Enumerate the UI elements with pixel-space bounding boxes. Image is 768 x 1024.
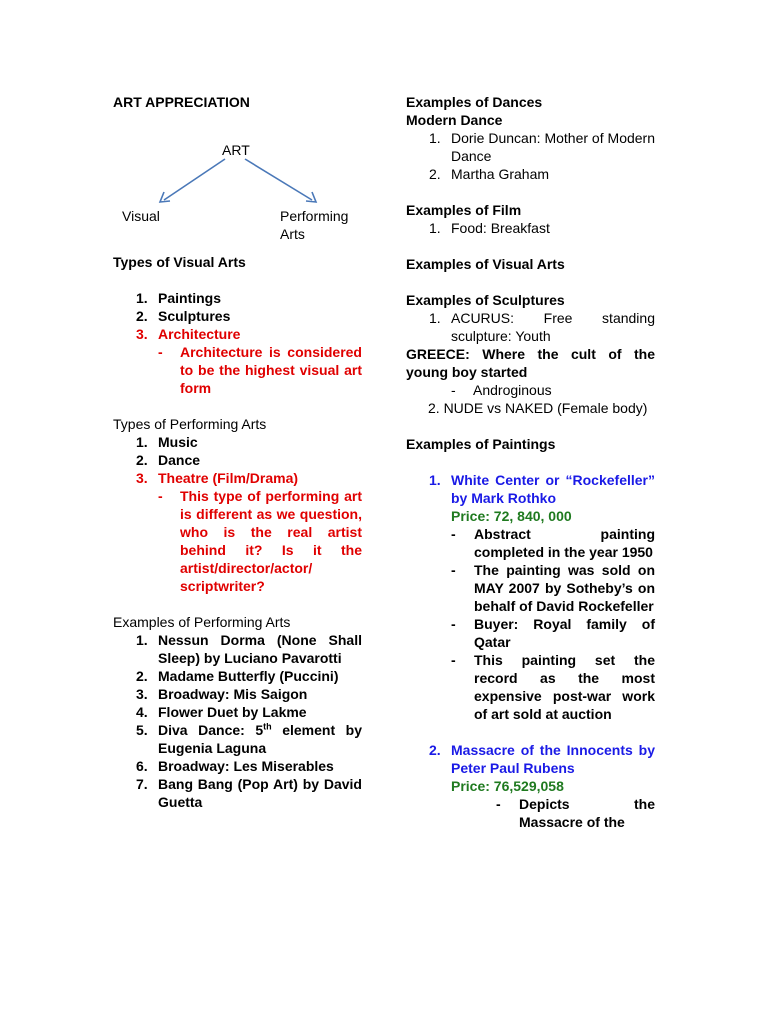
diagram-performing: Performing Arts [280, 208, 349, 242]
art-diagram [113, 111, 362, 253]
list-item: - Depicts the Massacre of the [496, 796, 655, 830]
list-item: 1. ACURUS: Free standing sculpture: Youth [429, 310, 655, 344]
list-item: 2. Madame Butterfly (Puccini) [136, 668, 339, 684]
painting-price: Price: 76,529,058 [451, 778, 564, 794]
list-item: 1. Music [136, 434, 198, 450]
painting-2: 2. Massacre of the Innocents by Peter Paul Rubens Price: 76,529,058 - Depicts the Massacre of the [429, 742, 655, 830]
painting-1: 1. White Center or “Rockefeller” by Mark Rothko Price: 72, 840, 000 - Abstract painting completed in the year 1950 - The painting was sold on MAY 2007 by Sotheby’s on behalf of David Rockefeller - Buyer: Royal family of Qatar - This painting set the record as the most expensive post-war work of art sold at auction [429, 472, 655, 722]
list-item: 2. Dance [136, 452, 201, 468]
list-item: 2. Martha Graham [429, 166, 550, 182]
list-note: - This type of performing art is different as we question, who is the real artist behind it? Is it the artist/director/actor/ scriptwriter? [158, 488, 362, 594]
list-item: 1. Paintings [136, 290, 222, 306]
list-item: 3. Theatre (Film/Drama) [136, 470, 299, 486]
list-note: - Architecture is considered to be the highest visual art form [158, 344, 362, 396]
page-title: ART APPRECIATION [113, 94, 250, 110]
film-heading: Examples of Film [406, 202, 522, 218]
list-item: 6. Broadway: Les Miserables [136, 758, 334, 774]
examples-performing-list [113, 631, 362, 811]
film-list [406, 219, 655, 237]
painting-title: Massacre of the Innocents by Peter Paul Rubens [451, 742, 655, 776]
list-item: - This painting set the record as the most expensive post-war work of art sold at auction [451, 652, 655, 722]
dances-heading: Examples of Dances [406, 94, 543, 110]
list-item: - Abstract painting completed in the year 1950 [451, 526, 655, 560]
painting-price: Price: 72, 840, 000 [451, 508, 572, 524]
dances-subheading: Modern Dance [406, 112, 503, 128]
list-item: 2. Sculptures [136, 308, 231, 324]
list-item: 1. Nessun Dorma (None Shall Sleep) by Luciano Pavarotti [136, 632, 362, 666]
list-item: - The painting was sold on MAY 2007 by Sotheby’s on behalf of David Rockefeller [451, 562, 655, 614]
list-item: 7. Bang Bang (Pop Art) by David Guetta [136, 776, 362, 810]
sculptures-list [406, 309, 655, 345]
list-item: 3. Architecture [136, 326, 241, 342]
dances-list [406, 129, 655, 183]
visual-arts-list [113, 289, 362, 397]
performing-arts-list [113, 433, 362, 595]
list-item: 4. Flower Duet by Lakme [136, 704, 307, 720]
greece-note: GREECE: Where the cult of the young boy started [406, 346, 655, 380]
list-item: 1. Food: Breakfast [429, 220, 550, 236]
performing-arts-heading: Types of Performing Arts [113, 416, 267, 432]
painting-title: White Center or “Rockefeller” by Mark Rothko [451, 472, 655, 506]
paintings-heading: Examples of Paintings [406, 436, 556, 452]
diagram-root: ART [222, 142, 250, 158]
list-item: 5. Diva Dance: 5th element by Eugenia Laguna [136, 721, 362, 756]
list-item: - Buyer: Royal family of Qatar [451, 616, 655, 650]
sculptures-heading: Examples of Sculptures [406, 292, 565, 308]
list-item: 3. Broadway: Mis Saigon [136, 686, 308, 702]
diagram-visual: Visual [122, 208, 160, 224]
sub-item: - Androginous [451, 382, 552, 398]
visual-arts-heading: Types of Visual Arts [113, 254, 246, 270]
visual-arts-examples-heading: Examples of Visual Arts [406, 256, 565, 272]
left-column [113, 93, 362, 811]
examples-performing-heading: Examples of Performing Arts [113, 614, 291, 630]
right-column [406, 93, 655, 831]
list-item: 2. NUDE vs NAKED (Female body) [428, 400, 648, 416]
list-item: 1. Dorie Duncan: Mother of Modern Dance [429, 130, 655, 164]
